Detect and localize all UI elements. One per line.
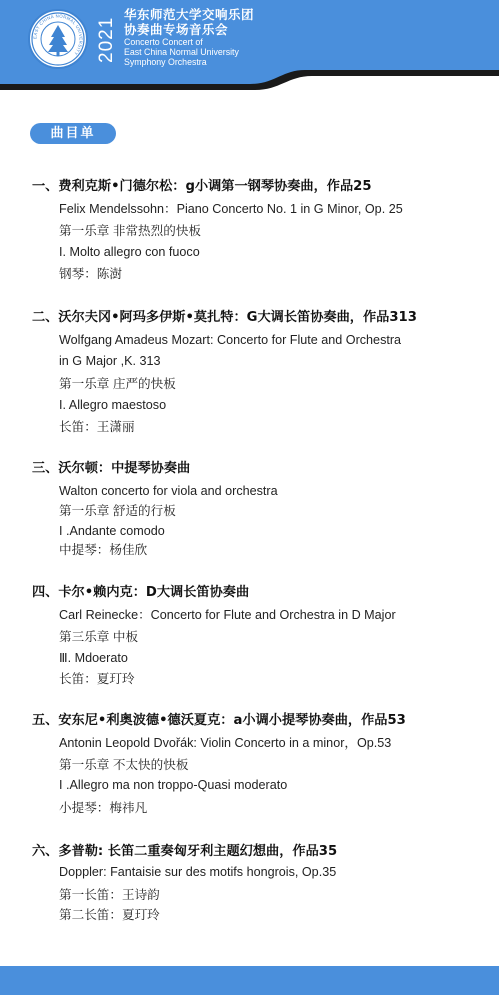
piece-title: 二、沃尔夫冈•阿玛多伊斯•莫扎特：G大调长笛协奏曲，作品313 xyxy=(32,310,417,325)
university-emblem-logo xyxy=(28,9,88,69)
soloist: 长笛：王潇丽 xyxy=(59,420,135,434)
piece-title: 六、多普勒: 长笛二重奏匈牙利主题幻想曲，作品35 xyxy=(32,844,338,859)
movement-chinese: 第一乐章 舒适的行板 xyxy=(59,504,176,518)
piece-english-title: Felix Mendelssohn：Piano Concerto No. 1 in G Minor, Op. 25 xyxy=(59,202,403,216)
movement-english: I. Molto allegro con fuoco xyxy=(59,245,200,259)
soloist: 小提琴：梅祎凡 xyxy=(59,801,148,815)
concert-year: 2021 xyxy=(96,16,117,64)
soloist: 钢琴：陈澍 xyxy=(59,267,122,281)
piece-english-title-cont: in G Major ,K. 313 xyxy=(59,354,161,368)
movement-english: I. Allegro maestoso xyxy=(59,398,167,412)
piece-english-title: Antonin Leopold Dvořák: Violin Concerto in a minor，Op.53 xyxy=(59,736,392,750)
movement-chinese: 第一乐章 庄严的快板 xyxy=(59,377,176,391)
movement-chinese: 第一乐章 非常热烈的快板 xyxy=(59,224,202,238)
emblem-ring-text: EAST CHINA NORMAL UNIVERSITY xyxy=(32,13,84,57)
program-label-badge: 曲目单 xyxy=(30,123,116,144)
movement-chinese: 第一乐章 不太快的快板 xyxy=(59,758,189,772)
english-title-line-1: Concerto Concert of xyxy=(124,37,203,47)
emblem-icon xyxy=(30,11,86,67)
movement-english: Ⅲ. Mdoerato xyxy=(59,651,128,665)
piece-title: 五、安东尼•利奥波德•德沃夏克：a小调小提琴协奏曲，作品53 xyxy=(32,713,406,728)
piece-english-title: Carl Reinecke：Concerto for Flute and Orchestra in D Major xyxy=(59,608,396,622)
header-titles xyxy=(124,7,254,67)
movement-english: I .Andante comodo xyxy=(59,524,165,538)
performer-second-flute: 第二长笛：夏玎玲 xyxy=(59,908,160,922)
header-banner xyxy=(0,0,499,96)
piece-english-title: Walton concerto for viola and orchestra xyxy=(59,484,278,498)
english-title-line-2: East China Normal University xyxy=(124,47,239,57)
movement-english: I .Allegro ma non troppo-Quasi moderato xyxy=(59,778,288,792)
piece-title: 三、沃尔顿：中提琴协奏曲 xyxy=(32,461,191,476)
soloist: 中提琴：杨佳欣 xyxy=(59,543,148,557)
piece-title: 四、卡尔•赖内克：D大调长笛协奏曲 xyxy=(32,585,250,600)
footer-bar xyxy=(0,966,499,995)
orchestra-name: 华东师范大学交响乐团 xyxy=(124,7,255,22)
concert-title: 协奏曲专场音乐会 xyxy=(124,22,229,37)
piece-english-title: Doppler: Fantaisie sur des motifs hongrois, Op.35 xyxy=(59,865,337,879)
performer-first-flute: 第一长笛：王诗韵 xyxy=(59,888,160,902)
soloist: 长笛：夏玎玲 xyxy=(59,672,135,686)
piece-title: 一、费利克斯•门德尔松：g小调第一钢琴协奏曲，作品25 xyxy=(32,179,372,194)
movement-chinese: 第三乐章 中板 xyxy=(59,630,139,644)
piece-english-title: Wolfgang Amadeus Mozart: Concerto for Flute and Orchestra xyxy=(59,333,402,347)
english-title-line-3: Symphony Orchestra xyxy=(124,57,207,67)
